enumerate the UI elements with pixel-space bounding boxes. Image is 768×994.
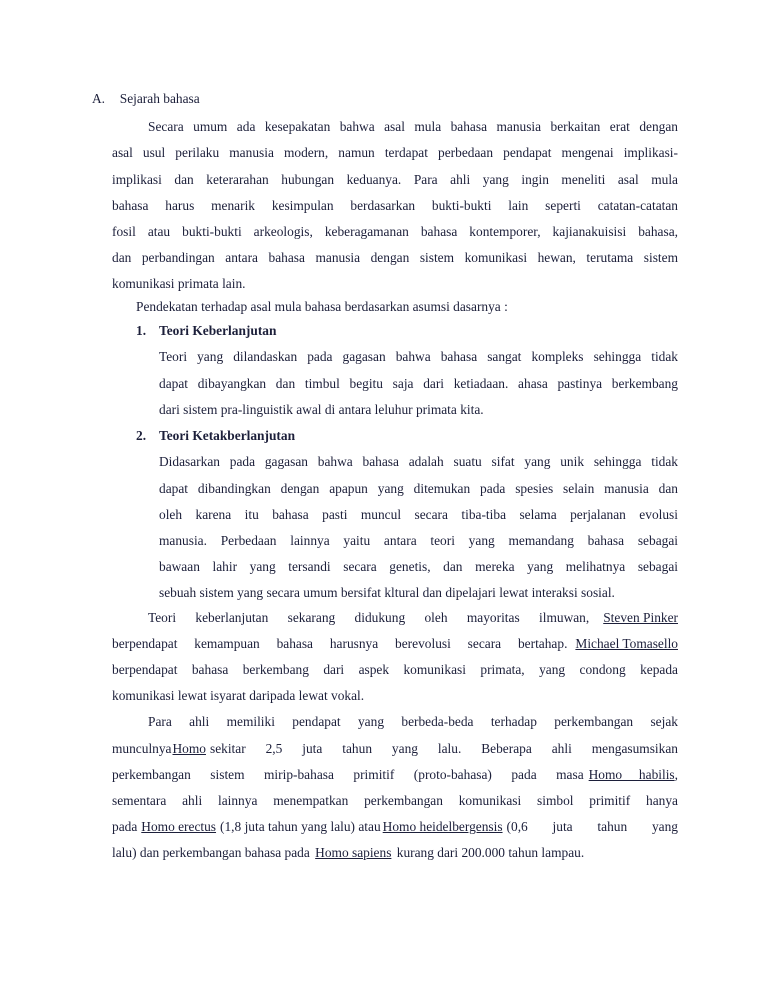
para3-line-5-pre: pada [112,819,138,834]
para2-line-4: komunikasi lewat isyarat daripada lewat vokal. [112,688,365,703]
theory-1-title: Teori Keberlanjutan [159,323,277,338]
para3-line-1: Para ahli memiliki pendapat yang berbeda-beda terhadap perkembangan sejak [148,714,678,729]
intro-line-5: fosil atau bukti-bukti arkeologis, keberagamanan bahasa kontemporer, kajianakuisisi bahasa, [112,224,678,239]
link-homo[interactable]: Homo [172,741,206,756]
para3-line-3 [112,766,678,784]
para3-line-4: sementara ahli lainnya menempatkan perkembangan komunikasi simbol primitif hanya [112,793,678,808]
theory-1-line-2: dapat dibayangkan dan timbul begitu saja dari ketiadaan. ahasa pastinya berkembang [159,376,678,391]
theory-2-line-4: manusia. Perbedaan lainnya yaitu antara teori yang memandang bahasa sebagai [159,533,678,548]
para3-line-2 [112,740,678,758]
link-homo-heidelbergensis[interactable]: Homo heidelbergensis [382,819,503,834]
intro-line-2: asal usul perilaku manusia modern, namun terdapat perbedaan pendapat mengenai implikasi- [112,145,678,160]
para2-line-1 [148,609,678,627]
section-marker: A. [92,91,106,106]
theory-2-number: 2. [136,428,147,443]
para3-line-6 [112,844,584,862]
para3-line-6-post: kurang dari 200.000 tahun lampau. [396,845,585,860]
para3-line-6-pre: lalu) dan perkembangan bahasa pada [112,845,310,860]
para3-line-5-post: (0,6 juta tahun yang [506,819,678,834]
link-homo-habilis[interactable]: Homo habilis [588,767,675,782]
link-homo-sapiens[interactable]: Homo sapiens [315,845,392,860]
para2-line-1-text: Teori keberlanjutan sekarang didukung oleh mayoritas ilmuwan, [148,610,590,625]
theory-2-line-5: bawaan lahir yang tersandi secara genetis, dan mereka yang melihatnya sebagai [159,559,678,574]
intro-line-7: komunikasi primata lain. [112,276,246,291]
para3-line-3-post: , [674,767,678,782]
link-homo-erectus[interactable]: Homo erectus [141,819,217,834]
section-heading [92,90,200,108]
link-steven-pinker[interactable]: Steven Pinker [603,610,678,625]
intro-line-3: implikasi dan keterarahan hubungan keduanya. Para ahli yang ingin meneliti asal mula [112,172,678,187]
para3-line-2-pre: munculnya [112,741,172,756]
para2-line-2 [112,635,678,653]
para2-line-2-text: berpendapat kemampuan bahasa harusnya berevolusi secara bertahap. [112,636,568,651]
theory-2-title: Teori Ketakberlanjutan [159,428,296,443]
intro-line-4: bahasa harus menarik kesimpulan berdasarkan bukti-bukti lain seperti catatan-catatan [112,198,678,213]
theory-1-line-3: dari sistem pra-linguistik awal di antara leluhur primata kita. [159,402,484,417]
section-title: Sejarah bahasa [119,91,200,106]
intro-line-6: dan perbandingan antara bahasa manusia dengan sistem komunikasi hewan, terutama sistem [112,250,678,265]
link-michael-tomasello[interactable]: Michael Tomasello [575,636,678,651]
para3-line-3-pre: perkembangan sistem mirip-bahasa primitif (proto-bahasa) pada masa [112,767,584,782]
intro-line-1: Secara umum ada kesepakatan bahwa asal mula bahasa manusia berkaitan erat dengan [148,119,678,134]
para3-line-5-mid: (1,8 juta tahun yang lalu) atau [220,819,381,834]
para2-line-3: berpendapat bahasa berkembang dari aspek komunikasi primata, yang condong kepada [112,662,678,677]
para3-line-5 [112,818,678,836]
theory-1-number: 1. [136,323,147,338]
para3-line-2-post: sekitar 2,5 juta tahun yang lalu. Beberapa ahli mengasumsikan [209,741,678,756]
theory-1-line-1: Teori yang dilandaskan pada gagasan bahwa bahasa sangat kompleks sehingga tidak [159,349,678,364]
theory-2-line-1: Didasarkan pada gagasan bahwa bahasa adalah suatu sifat yang unik sehingga tidak [159,454,678,469]
theory-2-line-2: dapat dibandingkan dengan apapun yang ditemukan pada spesies selain manusia dan [159,481,678,496]
theory-2-line-3: oleh karena itu bahasa pasti muncul secara tiba-tiba selama perjalanan evolusi [159,507,678,522]
theory-2-line-6: sebuah sistem yang secara umum bersifat kltural dan dipelajari lewat interaksi sosial. [159,585,615,600]
approach-intro: Pendekatan terhadap asal mula bahasa berdasarkan asumsi dasarnya : [136,299,508,314]
